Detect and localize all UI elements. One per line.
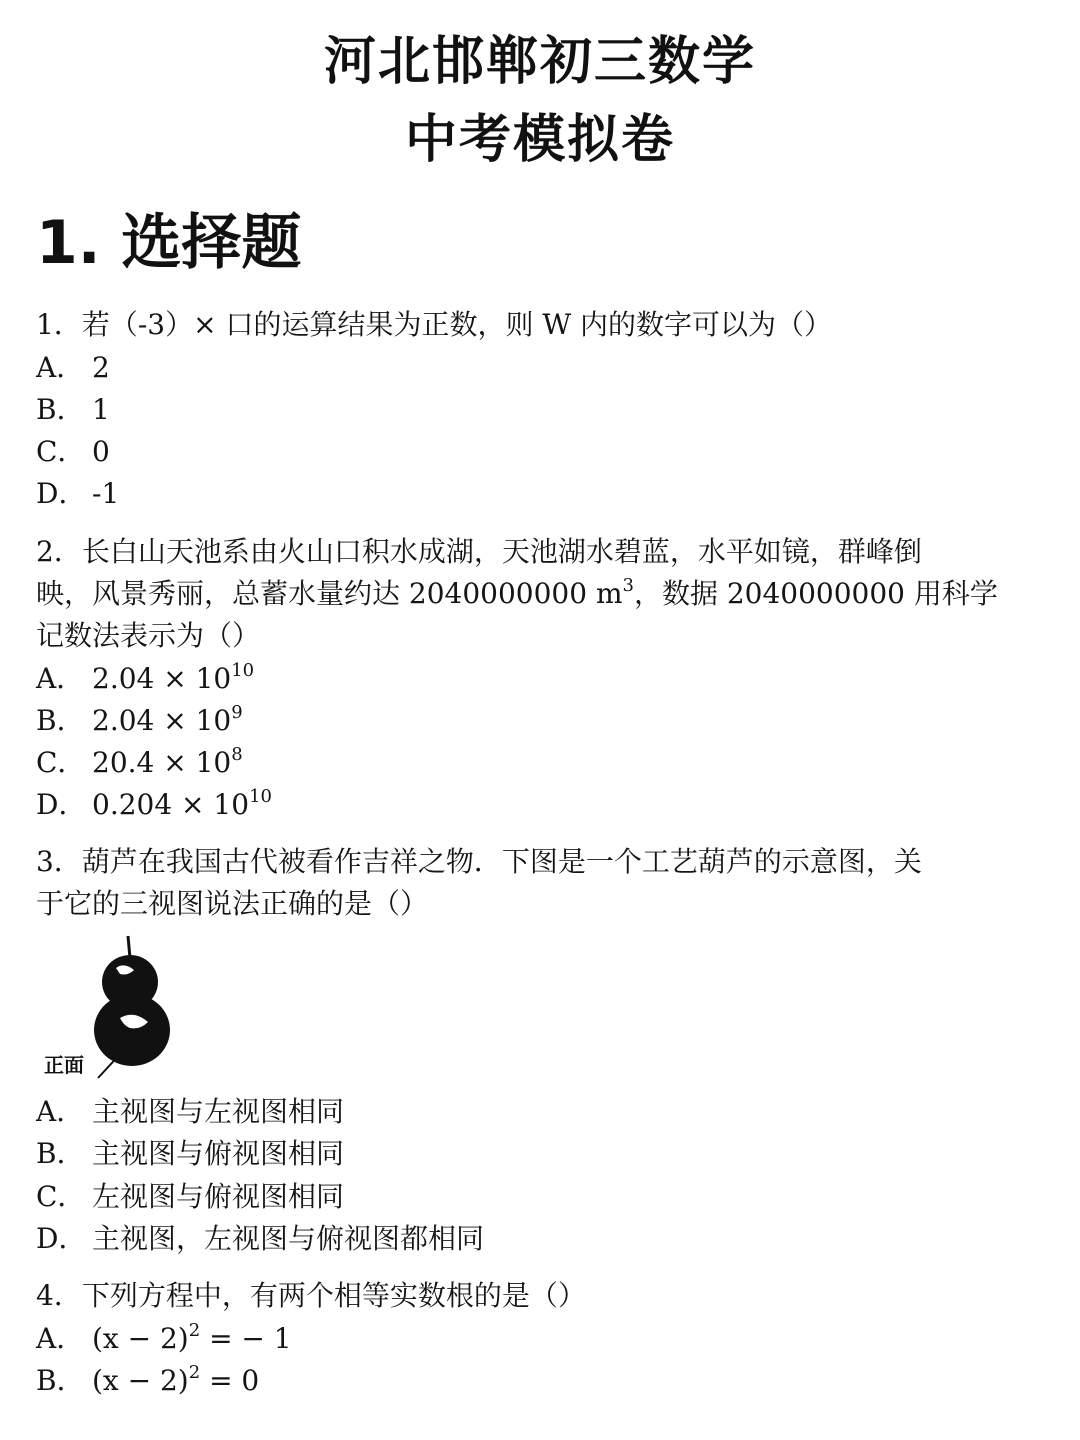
option-text: 2 (92, 351, 110, 384)
option-letter: C． (36, 435, 86, 468)
option-text: 主视图，左视图与俯视图都相同 (92, 1222, 485, 1255)
question-4-option-b (36, 1361, 1044, 1401)
gourd-stem (128, 936, 130, 958)
question-1-stem: 1．若（-3）× 口的运算结果为正数，则 W 内的数字可以为（） (36, 308, 833, 341)
option-text-after: = 0 (200, 1364, 260, 1397)
option-letter: B． (36, 393, 85, 426)
question-2-stem-line-1: 2．长白山天池系由火山口积水成湖，天池湖水碧蓝，水平如镜，群峰倒 (36, 535, 922, 568)
superscript: 10 (231, 660, 255, 681)
question-2-option-a (36, 659, 1044, 699)
option-letter: D． (36, 788, 87, 821)
option-letter: A． (36, 662, 85, 695)
question-2-option-d (36, 785, 1044, 825)
option-text: 20.4 × 10 (92, 746, 232, 779)
stem-text: ，数据 2040000000 用科学 (633, 577, 998, 610)
exam-subtitle: 中考模拟卷 (404, 110, 675, 170)
option-letter: C． (36, 1180, 86, 1213)
superscript: 10 (249, 786, 272, 807)
option-text: 2.04 × 10 (92, 704, 232, 737)
option-text: 左视图与俯视图相同 (92, 1180, 345, 1213)
question-3-option-c (36, 1177, 1044, 1217)
option-text: 1 (92, 393, 110, 426)
gourd-figure (40, 930, 180, 1080)
option-text: (x − 2) (92, 1322, 189, 1355)
question-1-option-b (36, 390, 1044, 430)
option-letter: A． (36, 1322, 85, 1355)
superscript: 8 (231, 744, 243, 765)
option-letter: A． (36, 351, 85, 384)
superscript: 3 (622, 575, 634, 596)
section-heading: 1. 选择题 (36, 208, 302, 278)
question-3-stem-line-1: 3．葫芦在我国古代被看作吉祥之物．下图是一个工艺葫芦的示意图，关 (36, 845, 922, 878)
option-text: 主视图与左视图相同 (92, 1095, 345, 1128)
question-3-option-d (36, 1219, 1044, 1259)
option-text: 0.204 × 10 (92, 788, 250, 821)
question-2-option-b (36, 701, 1044, 741)
superscript: 9 (231, 702, 243, 723)
option-text: -1 (92, 477, 120, 510)
question-3-option-b (36, 1134, 1044, 1174)
question-1-option-c (36, 432, 1044, 472)
option-letter: B． (36, 1137, 85, 1170)
question-2-stem-line-3: 记数法表示为（） (36, 619, 261, 652)
option-letter: B． (36, 704, 85, 737)
question-4-option-a (36, 1319, 1044, 1359)
question-3-option-a (36, 1092, 1044, 1132)
option-text: 2.04 × 10 (92, 662, 232, 695)
question-2-option-c (36, 743, 1044, 783)
superscript: 2 (188, 1320, 201, 1341)
question-3-stem-line-2: 于它的三视图说法正确的是（） (36, 887, 429, 920)
figure-label: 正面 (44, 1053, 84, 1077)
option-text: 0 (92, 435, 110, 468)
option-text: 主视图与俯视图相同 (92, 1137, 345, 1170)
option-letter: B． (36, 1364, 85, 1397)
option-text: (x − 2) (92, 1364, 189, 1397)
gourd-neck (120, 998, 142, 1014)
stem-text: 映，风景秀丽，总蓄水量约达 2040000000 m (36, 577, 623, 610)
option-letter: A． (36, 1095, 85, 1128)
exam-title: 河北邯郸初三数学 (323, 32, 756, 92)
superscript: 2 (188, 1362, 201, 1383)
option-letter: D． (36, 477, 87, 510)
question-1-option-a (36, 348, 1044, 388)
question-4-stem: 4．下列方程中，有两个相等实数根的是（） (36, 1279, 586, 1312)
question-2-stem-line-2 (36, 574, 1044, 614)
option-text-after: = − 1 (200, 1322, 292, 1355)
option-letter: C． (36, 746, 86, 779)
question-1-option-d (36, 474, 1044, 514)
option-letter: D． (36, 1222, 87, 1255)
